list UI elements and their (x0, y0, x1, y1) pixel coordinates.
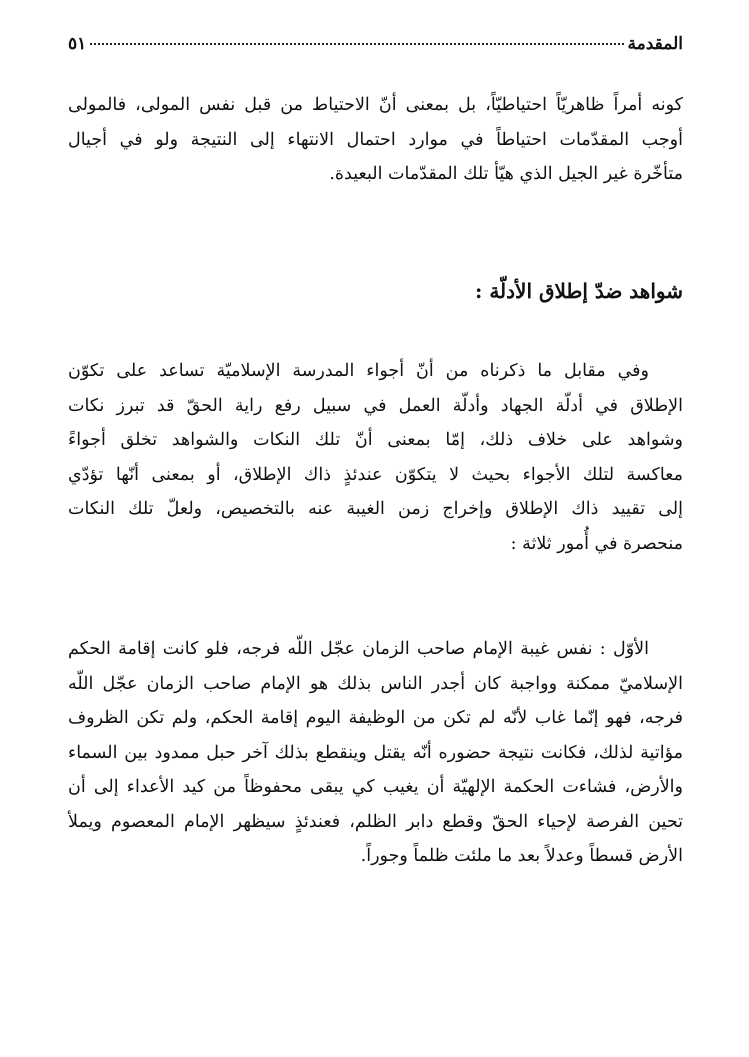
text-line: آخر حبل ممدود بين السماء والأرض، فشاءت الحكمة الإلهيّة أن يغيب كي (68, 742, 683, 797)
text-line: منحصرة في أُمور ثلاثة : (510, 533, 683, 554)
text-line: عجّل اللّه فرجه، فهو إنّما غاب لأنّه لم تكن من الوظيفة اليوم إقامة الحكم، (68, 673, 683, 728)
first-point-paragraph (68, 632, 683, 874)
main-paragraph (68, 354, 683, 561)
text-line: وشواهد على خلاف ذلك، إمّا بمعنى أنّ تلك النكات والشواهد تخلق أجواءً (68, 430, 683, 450)
text-line: الإطلاق في أدلّة الجهاد وأدلّة العمل في سبيل رفع راية الحقّ قد تبرز نكات (68, 395, 683, 416)
text-line: الأوّل : نفس غيبة الإمام صاحب الزمان عجّل اللّه فرجه، فلو كانت إقامة (118, 639, 649, 659)
text-line: ولم تكن الظروف مؤاتية لذلك، فكانت نتيجة حضوره أنّه يقتل وينقطع بذلك (68, 708, 683, 763)
text-line: معاكسة لتلك الأجواء بحيث لا يتكوّن عندئذٍ ذاك الإطلاق، أو بمعنى أنّها تؤدّي (68, 464, 683, 485)
text-line: الحكم الإسلاميّ ممكنة وواجبة كان أجدر الناس بذلك هو الإمام صاحب الزمان (68, 639, 683, 694)
text-line: أوجب المقدّمات احتياطاً في موارد احتمال الانتهاء إلى النتيجة ولو في أجيال (68, 129, 683, 150)
text-line: الظلم، فعندئذٍ سيظهر الإمام المعصوم ويملأ الأرض قسطاً وعدلاً بعد ما ملئت (68, 811, 683, 866)
text-line: يبقى محفوظاً من كيد الأعداء إلى أن تحين الفرصة لإحياء الحقّ وقطع دابر (68, 777, 683, 832)
intro-paragraph (68, 88, 683, 192)
text-line: ظلماً وجوراً. (360, 846, 449, 866)
section-heading: شواهد ضدّ إطلاق الأدلّة : (474, 279, 683, 303)
running-header (68, 34, 683, 60)
text-line: إلى تقييد ذاك الإطلاق وإخراج زمن الغيبة عنه بالتخصيص، ولعلّ تلك النكات (68, 499, 683, 519)
text-line: كونه أمراً ظاهريّاً احتياطيّاً، بل بمعنى أنّ الاحتياط من قبل نفس المولى، فالمولى (68, 95, 683, 115)
book-page (68, 0, 683, 1057)
chapter-title: المقدمة (627, 34, 683, 54)
page-number: ٥١ (68, 34, 87, 54)
text-line: متأخّرة غير الجيل الذي هيّأ تلك المقدّمات البعيدة. (329, 164, 683, 184)
dot-leader (90, 43, 623, 45)
text-line: وفي مقابل ما ذكرناه من أنّ أجواء المدرسة الإسلاميّة تساعد على تكوّن (68, 361, 649, 381)
